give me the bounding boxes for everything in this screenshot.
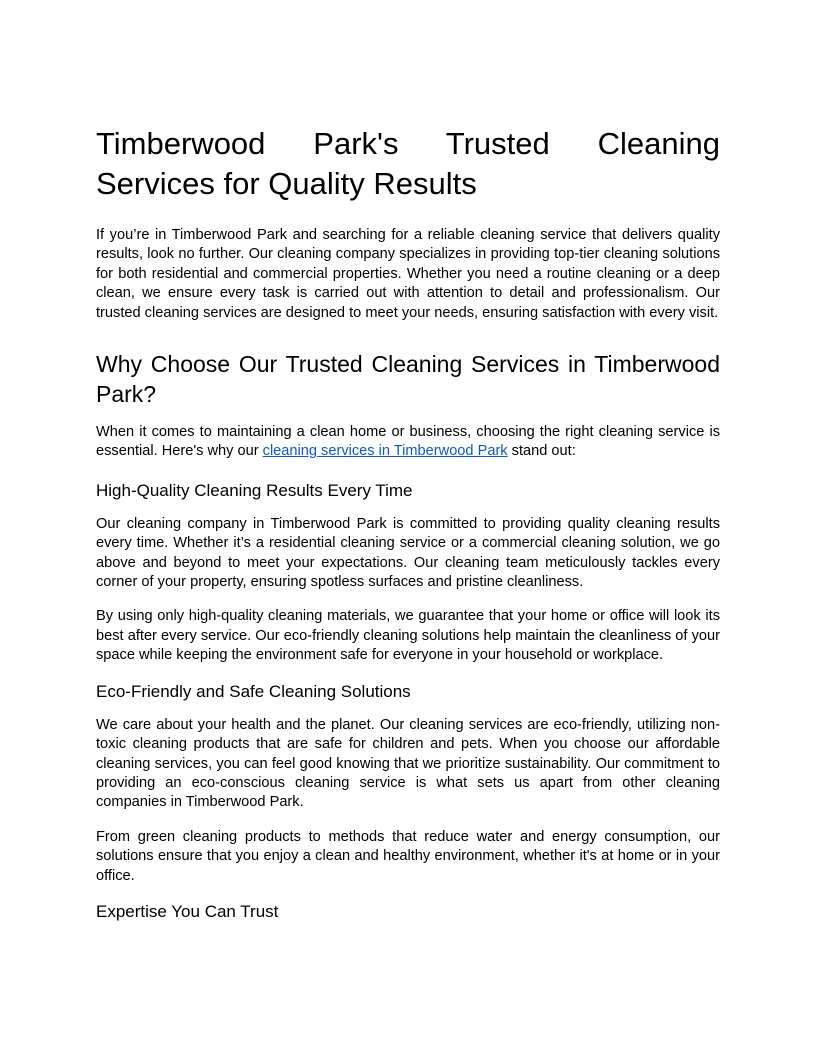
- quality-heading: High-Quality Cleaning Results Every Time: [96, 480, 413, 500]
- eco-paragraph-2: From green cleaning products to methods that reduce water and energy consumption, our solutions ensure that you enjoy a clean and healthy environment, whether it's at home or in your office.: [96, 828, 720, 884]
- expertise-heading: Expertise You Can Trust: [96, 901, 279, 921]
- page-title: Timberwood Park's Trusted Cleaning Services for Quality Results: [96, 126, 720, 201]
- why-choose-paragraph: [96, 423, 720, 462]
- why-lead-text: When it comes to maintaining a clean home or business, choosing the right cleaning service is essential. Here's why our: [96, 424, 720, 460]
- document-page: [96, 124, 720, 936]
- why-choose-heading: Why Choose Our Trusted Cleaning Services in Timberwood Park?: [96, 351, 720, 408]
- intro-paragraph: If you’re in Timberwood Park and searching for a reliable cleaning service that delivers quality results, look no further. Our cleaning company specializes in providing top-tier cleaning solutions for both residential and commercial properties. Whether you need a routine cleaning or a deep clean, we ensure every task is carried out with attention to detail and professionalism. Our trusted cleaning services are designed to meet your needs, ensuring satisfaction with every visit.: [96, 227, 720, 321]
- why-lead-tail: stand out:: [507, 443, 576, 460]
- quality-paragraph-1: Our cleaning company in Timberwood Park is committed to providing quality cleaning results every time. Whether it’s a residential cleaning service or a commercial cleaning solution, we go above and beyond to meet your expectations. Our cleaning team meticulously tackles every corner of your property, ensuring spotless surfaces and pristine cleanliness.: [96, 515, 720, 591]
- cleaning-services-link[interactable]: cleaning services in Timberwood Park: [262, 443, 508, 460]
- quality-paragraph-2: By using only high-quality cleaning materials, we guarantee that your home or office will look its best after every service. Our eco-friendly cleaning solutions help maintain the cleanliness of your space while keeping the environment safe for everyone in your household or workplace.: [96, 608, 720, 664]
- eco-paragraph-1: We care about your health and the planet. Our cleaning services are eco-friendly, utilizing non-toxic cleaning products that are safe for children and pets. When you choose our affordable cleaning services, you can feel good knowing that we prioritize sustainability. Our commitment to providing an eco-conscious cleaning service is what sets us apart from other cleaning companies in Timberwood Park.: [96, 716, 720, 811]
- eco-heading: Eco-Friendly and Safe Cleaning Solutions: [96, 681, 411, 701]
